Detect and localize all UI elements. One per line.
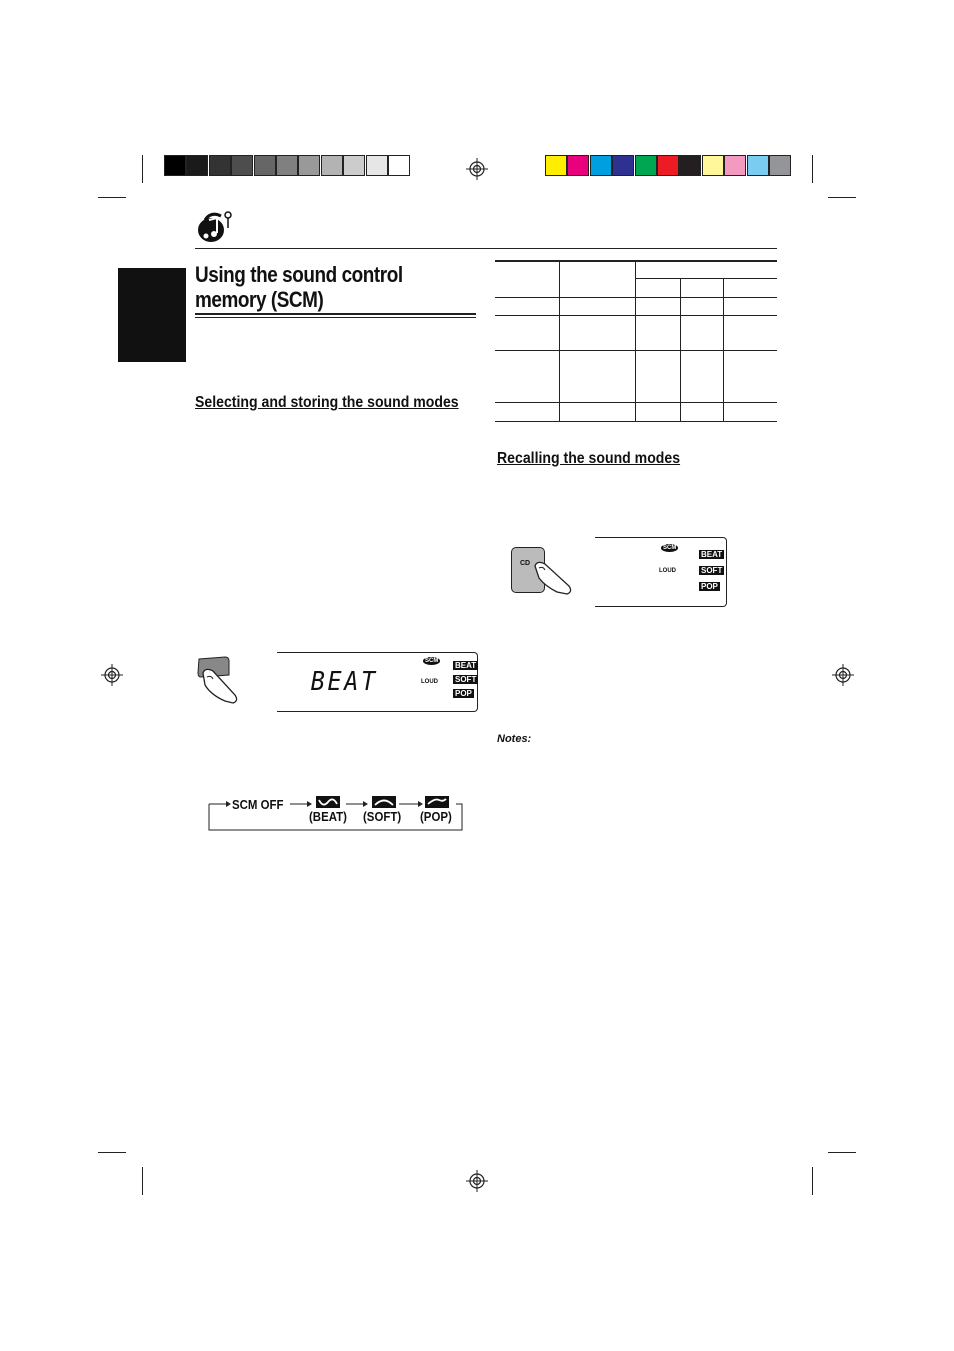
beat-curve-icon (316, 796, 340, 808)
color-swatch (276, 155, 298, 176)
registration-target-icon (101, 664, 123, 686)
color-swatch (388, 155, 410, 176)
color-swatch (567, 155, 589, 176)
color-swatch (679, 155, 701, 176)
color-swatch (366, 155, 388, 176)
soft-curve-icon (372, 796, 396, 808)
color-swatch (545, 155, 567, 176)
soft-label: SOFT (455, 675, 477, 684)
crop-mark (142, 1167, 143, 1195)
finger-press-icon (531, 556, 575, 600)
pop-curve-icon (425, 796, 449, 808)
page-title: Using the sound control memory (SCM) (195, 262, 403, 312)
notes-label: Notes: (497, 733, 532, 745)
color-swatch (769, 155, 791, 176)
section-heading-selecting: Selecting and storing the sound modes (195, 394, 459, 411)
crop-mark (828, 197, 856, 198)
crop-mark (98, 197, 126, 198)
color-swatch (343, 155, 365, 176)
scm-indicator: SCM (425, 658, 439, 664)
crop-mark (98, 1152, 126, 1153)
flow-start-label: SCM OFF (232, 797, 284, 812)
color-swatch (321, 155, 343, 176)
title-rule (195, 317, 476, 318)
beat-label: BEAT (701, 550, 723, 559)
color-swatch (635, 155, 657, 176)
color-swatch (724, 155, 746, 176)
crop-mark (142, 155, 143, 183)
crop-mark (828, 1152, 856, 1153)
loud-indicator: LOUD (421, 679, 438, 685)
flow-item-beat: (BEAT) (309, 809, 347, 824)
color-swatch (231, 155, 253, 176)
loud-indicator: LOUD (659, 568, 676, 574)
lcd-text: BEAT (310, 667, 378, 697)
cd-button-label: CD (520, 560, 531, 567)
section-heading-recalling: Recalling the sound modes (497, 450, 681, 467)
soft-label: SOFT (701, 566, 723, 575)
crop-mark (812, 155, 813, 183)
registration-target-icon (466, 1170, 488, 1192)
crop-mark (812, 1167, 813, 1195)
beat-label: BEAT (455, 661, 477, 670)
registration-target-icon (832, 664, 854, 686)
color-swatch (164, 155, 186, 176)
title-rule (195, 313, 476, 315)
scm-indicator: SCM (663, 545, 677, 551)
color-swatch (209, 155, 231, 176)
header-rule (195, 248, 777, 249)
color-swatch (254, 155, 276, 176)
finger-press-icon (195, 655, 243, 707)
lcd-display (595, 537, 727, 607)
color-swatch (612, 155, 634, 176)
color-swatch (657, 155, 679, 176)
color-swatch (590, 155, 612, 176)
pop-label: POP (701, 582, 718, 591)
music-note-icon (195, 208, 235, 244)
color-swatch (702, 155, 724, 176)
color-swatch (186, 155, 208, 176)
flow-item-soft: (SOFT) (363, 809, 402, 824)
flow-item-pop: (POP) (420, 809, 452, 824)
language-tab (118, 268, 186, 362)
pop-label: POP (455, 689, 472, 698)
registration-target-icon (466, 158, 488, 180)
lcd-display (277, 652, 478, 712)
color-swatch (298, 155, 320, 176)
color-swatch (747, 155, 769, 176)
